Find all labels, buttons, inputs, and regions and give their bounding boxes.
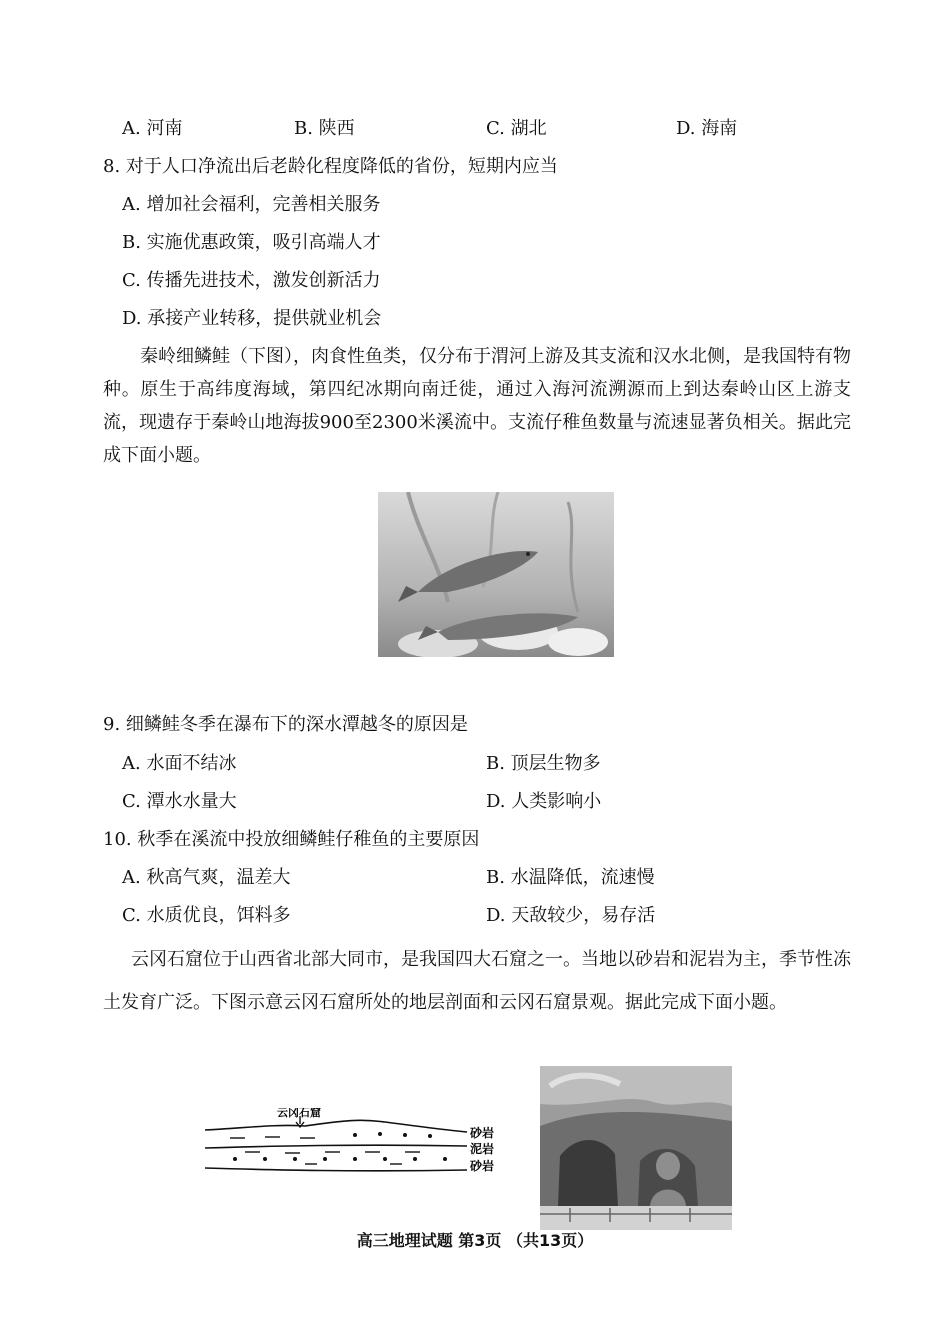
passage-fish [103,340,851,472]
layer-label-top: 砂岩 [470,1126,495,1140]
strata-diagram [205,1108,505,1178]
q8-option-b: B. 实施优惠政策，吸引高端人才 [122,232,381,253]
layer-label-mid: 泥岩 [470,1142,495,1156]
q9-option-a: A. 水面不结冰 [122,753,237,774]
q10-option-c: C. 水质优良，饵料多 [122,905,291,926]
passage-caves [103,938,851,1024]
q9-option-c: C. 潭水水量大 [122,791,237,812]
fish-photo [378,492,614,657]
q7-option-a: A. 河南 [122,118,183,139]
passage-fish-text: 秦岭细鳞鲑（下图），肉食性鱼类，仅分布于渭河上游及其支流和汉水北侧，是我国特有物种。原生于高纬度海域，第四纪冰期向南迁徙，通过入海河流溯源而上到达秦岭山区上游支流，现遗存于秦岭山地海拔900至2300米溪流中。支流仔稚鱼数量与流速显著负相关。据此完成下面小题。 [103,346,851,466]
site-label: 云冈石窟 [277,1108,321,1119]
q10-stem: 10. 秋季在溪流中投放细鳞鲑仔稚鱼的主要原因 [103,829,480,850]
q9-option-d: D. 人类影响小 [486,791,602,812]
q10-option-b: B. 水温降低，流速慢 [486,867,655,888]
q7-option-c: C. 湖北 [486,118,547,139]
q7-option-b: B. 陕西 [294,118,355,139]
layer-label-bottom: 砂岩 [470,1159,495,1173]
q10-option-a: A. 秋高气爽，温差大 [122,867,291,888]
q9-option-b: B. 顶层生物多 [486,753,601,774]
page-footer: 高三地理试题 第3页 （共13页） [356,1231,594,1250]
q8-option-c: C. 传播先进技术，激发创新活力 [122,270,381,291]
q7-option-d: D. 海南 [676,118,738,139]
q10-option-d: D. 天敌较少，易存活 [486,905,656,926]
q8-stem: 8. 对于人口净流出后老龄化程度降低的省份，短期内应当 [103,156,558,177]
passage-caves-text: 云冈石窟位于山西省北部大同市，是我国四大石窟之一。当地以砂岩和泥岩为主，季节性冻土发育广泛。下图示意云冈石窟所处的地层剖面和云冈石窟景观。据此完成下面小题。 [103,949,851,1013]
grotto-photo [540,1066,732,1230]
q8-option-d: D. 承接产业转移，提供就业机会 [122,308,382,329]
q8-option-a: A. 增加社会福利，完善相关服务 [122,194,381,215]
q9-stem: 9. 细鳞鲑冬季在瀑布下的深水潭越冬的原因是 [103,714,468,735]
